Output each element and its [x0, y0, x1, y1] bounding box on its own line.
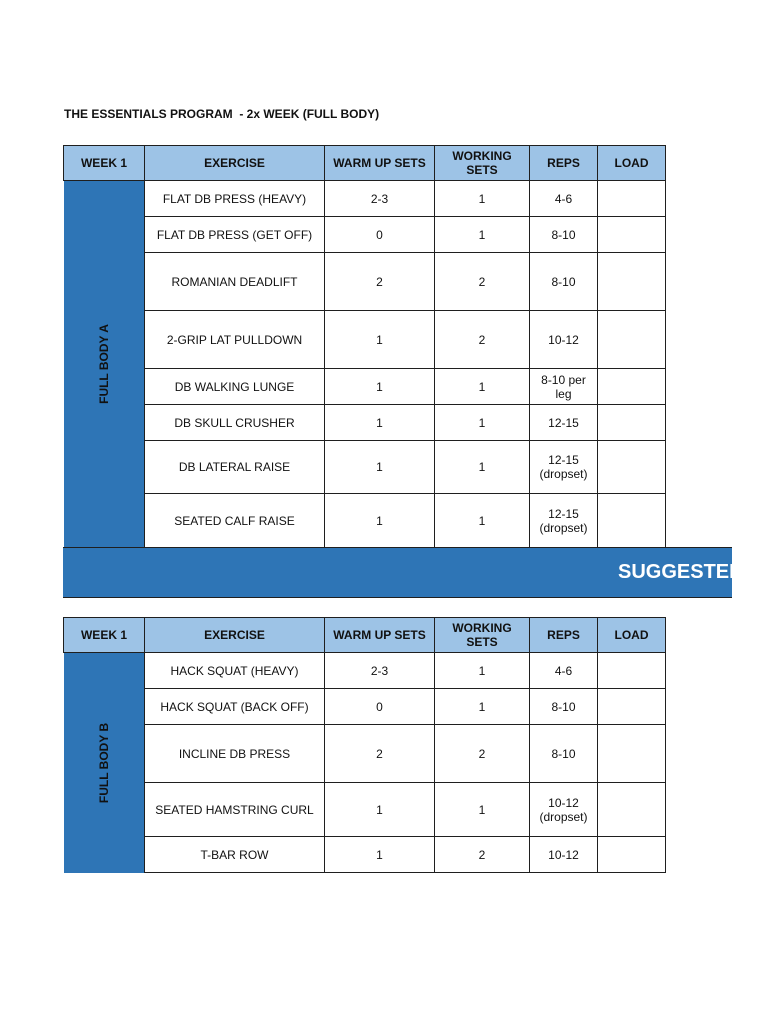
- reps-cell: 8-10: [530, 725, 598, 783]
- exercise-cell: HACK SQUAT (HEAVY): [145, 653, 325, 689]
- day-label: FULL BODY A: [96, 324, 111, 405]
- reps-cell: 4-6: [530, 653, 598, 689]
- working-cell: 1: [435, 689, 530, 725]
- warmup-cell: 0: [325, 217, 435, 253]
- table-row: [64, 369, 666, 405]
- exercise-cell: INCLINE DB PRESS: [145, 725, 325, 783]
- col-header-warmup-sets: WARM UP SETS: [325, 618, 435, 653]
- table-row: [64, 441, 666, 494]
- warmup-cell: 2-3: [325, 653, 435, 689]
- reps-cell: 8-10: [530, 689, 598, 725]
- exercise-cell: FLAT DB PRESS (GET OFF): [145, 217, 325, 253]
- working-cell: 1: [435, 217, 530, 253]
- table-row: [64, 253, 666, 311]
- col-header-week: WEEK 1: [64, 146, 145, 181]
- warmup-cell: 1: [325, 783, 435, 837]
- working-cell: 1: [435, 441, 530, 494]
- load-cell[interactable]: [598, 369, 666, 405]
- warmup-cell: 1: [325, 837, 435, 873]
- reps-cell: 8-10: [530, 217, 598, 253]
- col-header-load: LOAD: [598, 618, 666, 653]
- reps-cell: 10-12 (dropset): [530, 783, 598, 837]
- col-header-week: WEEK 1: [64, 618, 145, 653]
- load-cell[interactable]: [598, 441, 666, 494]
- col-header-reps: REPS: [530, 618, 598, 653]
- load-cell[interactable]: [598, 494, 666, 548]
- suggested-banner: [63, 547, 744, 598]
- warmup-cell: 1: [325, 405, 435, 441]
- warmup-cell: 1: [325, 311, 435, 369]
- full-body-b-table: [63, 617, 666, 873]
- reps-cell: 10-12: [530, 311, 598, 369]
- table-header-row: [64, 146, 666, 181]
- load-cell[interactable]: [598, 725, 666, 783]
- load-cell[interactable]: [598, 653, 666, 689]
- exercise-cell: DB LATERAL RAISE: [145, 441, 325, 494]
- load-cell[interactable]: [598, 181, 666, 217]
- day-label-cell: [64, 653, 145, 873]
- exercise-cell: ROMANIAN DEADLIFT: [145, 253, 325, 311]
- warmup-cell: 1: [325, 369, 435, 405]
- exercise-cell: 2-GRIP LAT PULLDOWN: [145, 311, 325, 369]
- exercise-cell: T-BAR ROW: [145, 837, 325, 873]
- warmup-cell: 2: [325, 253, 435, 311]
- load-cell[interactable]: [598, 217, 666, 253]
- reps-cell: 10-12: [530, 837, 598, 873]
- load-cell[interactable]: [598, 311, 666, 369]
- reps-cell: 12-15 (dropset): [530, 494, 598, 548]
- working-cell: 1: [435, 405, 530, 441]
- table-row: [64, 837, 666, 873]
- reps-cell: 12-15 (dropset): [530, 441, 598, 494]
- full-body-a-table: [63, 145, 666, 548]
- exercise-cell: DB WALKING LUNGE: [145, 369, 325, 405]
- col-header-exercise: EXERCISE: [145, 146, 325, 181]
- reps-cell: 8-10: [530, 253, 598, 311]
- col-header-reps: REPS: [530, 146, 598, 181]
- load-cell[interactable]: [598, 405, 666, 441]
- working-cell: 1: [435, 653, 530, 689]
- table-row: [64, 653, 666, 689]
- load-cell[interactable]: [598, 783, 666, 837]
- table-row: [64, 311, 666, 369]
- col-header-working-sets: WORKING SETS: [435, 618, 530, 653]
- table-row: [64, 181, 666, 217]
- working-cell: 1: [435, 783, 530, 837]
- table-row: [64, 494, 666, 548]
- working-cell: 2: [435, 311, 530, 369]
- table-row: [64, 217, 666, 253]
- reps-cell: 4-6: [530, 181, 598, 217]
- exercise-cell: SEATED HAMSTRING CURL: [145, 783, 325, 837]
- day-label: FULL BODY B: [96, 722, 111, 803]
- reps-cell: 8-10 per leg: [530, 369, 598, 405]
- col-header-load: LOAD: [598, 146, 666, 181]
- working-cell: 1: [435, 494, 530, 548]
- load-cell[interactable]: [598, 253, 666, 311]
- warmup-cell: 2: [325, 725, 435, 783]
- table-row: [64, 405, 666, 441]
- table-row: [64, 783, 666, 837]
- working-cell: 2: [435, 725, 530, 783]
- warmup-cell: 1: [325, 494, 435, 548]
- banner-text: SUGGESTED: [618, 561, 744, 583]
- day-label-cell: [64, 181, 145, 548]
- col-header-exercise: EXERCISE: [145, 618, 325, 653]
- reps-cell: 12-15: [530, 405, 598, 441]
- warmup-cell: 2-3: [325, 181, 435, 217]
- load-cell[interactable]: [598, 837, 666, 873]
- table-row: [64, 725, 666, 783]
- exercise-cell: HACK SQUAT (BACK OFF): [145, 689, 325, 725]
- exercise-cell: DB SKULL CRUSHER: [145, 405, 325, 441]
- working-cell: 2: [435, 837, 530, 873]
- warmup-cell: 0: [325, 689, 435, 725]
- working-cell: 1: [435, 369, 530, 405]
- exercise-cell: FLAT DB PRESS (HEAVY): [145, 181, 325, 217]
- table-row: [64, 689, 666, 725]
- warmup-cell: 1: [325, 441, 435, 494]
- col-header-warmup-sets: WARM UP SETS: [325, 146, 435, 181]
- table-header-row: [64, 618, 666, 653]
- exercise-cell: SEATED CALF RAISE: [145, 494, 325, 548]
- col-header-working-sets: WORKING SETS: [435, 146, 530, 181]
- working-cell: 1: [435, 181, 530, 217]
- program-title: THE ESSENTIALS PROGRAM - 2x WEEK (FULL BODY): [64, 107, 380, 121]
- load-cell[interactable]: [598, 689, 666, 725]
- working-cell: 2: [435, 253, 530, 311]
